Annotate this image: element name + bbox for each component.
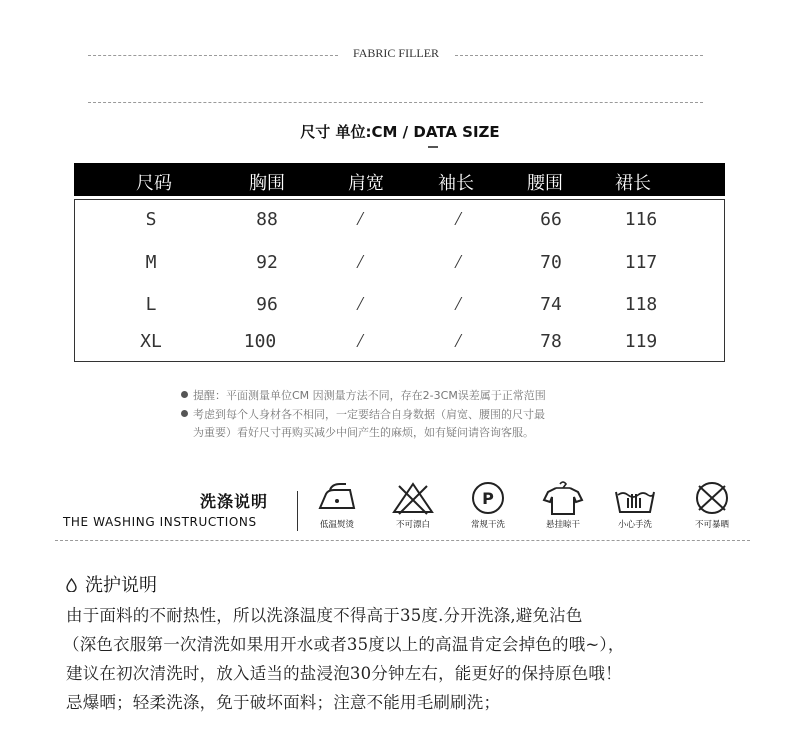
note-text-1: 提醒：平面测量单位CM 因测量方法不同，存在2-3CM误差属于正常范围 [193, 389, 546, 402]
table-cell: / [357, 330, 363, 352]
table-cell: 70 [540, 252, 562, 273]
size-table-header [74, 163, 725, 196]
table-cell: XL [140, 331, 162, 352]
table-cell: 88 [256, 209, 278, 230]
table-cell: 100 [243, 331, 277, 352]
icon-label: 不可漂白 [395, 520, 430, 530]
no-bleach-icon [378, 480, 448, 538]
table-cell: 116 [624, 209, 658, 230]
icon-label: 常规干洗 [470, 520, 505, 530]
icon-label: 不可暴晒 [694, 520, 729, 530]
iron-low-icon [302, 480, 372, 538]
table-cell: / [357, 293, 363, 315]
care-line-3: 建议在初次清洗时，放入适当的盐浸泡30分钟左右，能更好的保持原色哦！ [66, 664, 622, 683]
table-cell: L [145, 294, 157, 315]
icon-label: 低温熨烫 [319, 520, 354, 530]
table-cell: / [455, 330, 461, 352]
no-sun-dry-icon [677, 480, 747, 538]
table-cell: 96 [256, 294, 278, 315]
hang-dry-icon [528, 480, 598, 538]
table-cell: 78 [540, 331, 562, 352]
care-line-1: 由于面料的不耐热性，所以洗涤温度不得高于35度.分开洗涤,避免沾色 [66, 606, 583, 625]
table-cell: S [145, 209, 157, 230]
header-waist: 腰围 [527, 173, 563, 194]
header-length: 裙长 [615, 173, 651, 194]
care-line-2: （深色衣服第一次清洗如果用开水或者35度以上的高温肯定会掉色的哦~）， [63, 635, 625, 654]
washing-separator [297, 491, 298, 531]
table-cell: 119 [624, 331, 658, 352]
care-line-4: 忌爆晒；轻柔洗涤，免于破坏面料；注意不能用毛刷刷洗； [66, 693, 501, 712]
washing-divider [55, 540, 750, 541]
note-line-1 [181, 387, 546, 403]
care-heading [66, 571, 157, 597]
title-underline [428, 146, 438, 148]
washing-title-cn: 洗涤说明 [200, 492, 269, 511]
water-drop-icon [66, 578, 77, 592]
note-line-3 [193, 424, 534, 440]
dry-clean-icon [453, 480, 523, 538]
table-cell: 117 [624, 252, 658, 273]
hand-wash-icon [600, 480, 670, 538]
note-text-2: 考虑到每个人身材各不相同，一定要结合自身数据（肩宽、腰围的尺寸最 [193, 408, 545, 421]
table-cell: 66 [540, 209, 562, 230]
table-cell: 118 [624, 294, 658, 315]
note-line-2 [181, 406, 545, 422]
top-divider-right [455, 55, 703, 56]
table-cell: / [357, 208, 363, 230]
header-shoulder: 肩宽 [348, 173, 384, 194]
fabric-filler-title: FABRIC FILLER [340, 46, 452, 61]
second-divider [88, 102, 703, 103]
bullet-icon [181, 391, 188, 398]
header-sleeve: 袖长 [438, 173, 474, 194]
size-chart-title: 尺寸 单位:CM / DATA SIZE [300, 123, 500, 141]
header-bust: 胸围 [249, 173, 285, 194]
note-text-3: 为重要）看好尺寸再购买减少中间产生的麻烦，如有疑问请咨询客服。 [193, 426, 534, 439]
table-cell: M [145, 252, 157, 273]
header-size: 尺码 [136, 173, 172, 194]
table-cell: / [455, 251, 461, 273]
washing-title-en: THE WASHING INSTRUCTIONS [63, 515, 257, 529]
table-cell: / [455, 293, 461, 315]
table-cell: / [455, 208, 461, 230]
size-table-body [74, 199, 725, 362]
table-cell: / [357, 251, 363, 273]
table-cell: 92 [256, 252, 278, 273]
bullet-icon [181, 410, 188, 417]
icon-label: 悬挂晾干 [545, 520, 580, 530]
svg-text:P: P [482, 489, 494, 508]
table-cell: 74 [540, 294, 562, 315]
top-divider-left [88, 55, 338, 56]
care-heading-text: 洗护说明 [85, 575, 157, 596]
icon-label: 小心手洗 [617, 520, 652, 530]
